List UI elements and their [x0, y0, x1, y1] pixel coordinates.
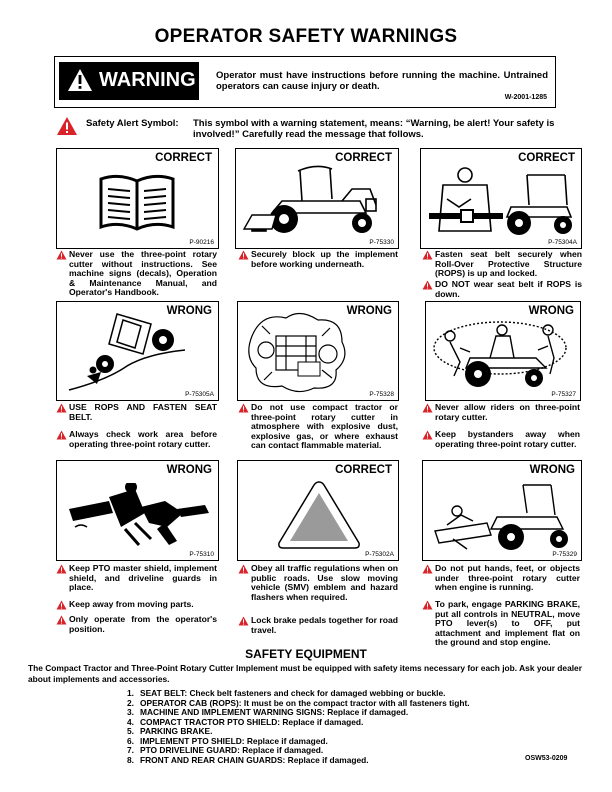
safety-alert-icon	[56, 564, 67, 574]
smv-emblem-icon	[276, 479, 362, 551]
caption-text: USE ROPS AND FASTEN SEAT BELT.	[69, 402, 217, 422]
panel-hands-under-cutter	[422, 460, 582, 561]
panel-verdict: CORRECT	[335, 152, 392, 164]
safety-alert-icon	[56, 250, 67, 260]
safety-alert-icon	[56, 615, 67, 625]
list-item	[127, 756, 470, 766]
panel-code: P-90216	[189, 239, 214, 246]
caption-text: Obey all traffic regulations when on public roads. Use slow moving vehicle (SMV) emblem and hazard flashers when required.	[251, 563, 398, 602]
caption-item	[422, 430, 580, 449]
pto-entanglement-icon	[65, 483, 213, 547]
caption-item	[238, 616, 398, 635]
safety-alert-icon	[422, 250, 433, 260]
panel-code: P-75329	[552, 551, 577, 558]
caption-text: Only operate from the operator's position.	[69, 614, 217, 634]
caption-item	[56, 430, 217, 449]
panel-seat-belt	[420, 148, 582, 249]
panel-code: P-75305A	[185, 391, 214, 398]
item-number: 2.	[127, 697, 134, 708]
safety-alert-icon	[238, 616, 249, 626]
panel-verdict: WRONG	[166, 305, 212, 317]
safety-alert-icon	[422, 403, 433, 413]
safety-alert-text: This symbol with a warning statement, means: “Warning, be alert! Your safety is involved!” Carefully read the message that follows.	[193, 118, 555, 140]
panel-explosive-atmosphere	[237, 301, 399, 401]
caption-text: Securely block up the implement before working underneath.	[251, 249, 398, 269]
panel-verdict: CORRECT	[155, 152, 212, 164]
caption-item	[238, 403, 398, 451]
caption-text: Keep PTO master shield, implement shield, and driveline guards in place.	[69, 563, 217, 593]
document-code: OSW53-0209	[525, 755, 568, 762]
caption-item	[56, 250, 217, 298]
caption-text: Do not put hands, feet, or objects under three-point rotary cutter when engine is running.	[435, 563, 580, 593]
panel-verdict: WRONG	[529, 464, 575, 476]
safety-alert-icon	[422, 280, 433, 290]
safety-alert-icon	[238, 250, 249, 260]
item-number: 1.	[127, 688, 134, 698]
panel-read-manual	[56, 148, 219, 249]
tractor-rollover-icon	[67, 310, 187, 394]
safety-alert-icon	[56, 430, 67, 440]
caption-text: DO NOT wear seat belt if ROPS is down.	[435, 279, 582, 299]
caption-text: Fasten seat belt securely when Roll-Over Protective Structure (ROPS) is up and locked.	[435, 249, 582, 279]
safety-alert-icon	[422, 430, 433, 440]
caption-item	[422, 564, 580, 593]
item-number: 5.	[127, 726, 134, 736]
caption-text: Never use the three-point rotary cutter without instructions. See machine signs (decals), Operation & Maintenance Manual, and Operator's Handbook.	[69, 249, 217, 298]
panel-verdict: CORRECT	[518, 152, 575, 164]
caption-item	[56, 615, 217, 634]
explosion-engine-icon	[242, 306, 352, 396]
warning-code: W-2001-1285	[504, 94, 547, 101]
panel-verdict: WRONG	[346, 305, 392, 317]
panel-code: P-75327	[551, 391, 576, 398]
panel-pto-entanglement	[56, 460, 219, 561]
caption-item	[422, 250, 582, 279]
item-text: MACHINE AND IMPLEMENT WARNING SIGNS: Replace if damaged.	[140, 707, 409, 717]
item-text: SEAT BELT: Check belt fasteners and check for damaged webbing or buckle.	[140, 688, 446, 698]
panel-code: P-75304A	[548, 239, 577, 246]
item-text: PTO DRIVELINE GUARD: Replace if damaged.	[140, 745, 324, 755]
item-number: 7.	[127, 745, 134, 755]
safety-alert-icon	[56, 600, 67, 610]
warning-message: Operator must have instructions before running the machine. Untrained operators can cause injury or death.	[216, 70, 548, 92]
caption-text: Do not use compact tractor or three-point rotary cutter in atmosphere with explosive dust, explosive gas, or where exhaust can contact flammable material.	[251, 402, 398, 451]
caption-item	[56, 564, 217, 593]
safety-alert-icon	[238, 403, 249, 413]
safety-equipment-list	[127, 689, 470, 765]
safety-alert-icon	[56, 403, 67, 413]
caption-item	[56, 600, 217, 610]
caption-text: Keep away from moving parts.	[69, 599, 194, 609]
caption-item	[238, 250, 398, 269]
manual-book-icon	[97, 169, 177, 233]
warning-triangle-icon	[67, 68, 93, 92]
safety-alert-icon	[56, 116, 78, 136]
item-text: FRONT AND REAR CHAIN GUARDS: Replace if damaged.	[140, 754, 369, 765]
safety-equipment-title: SAFETY EQUIPMENT	[245, 647, 367, 661]
safety-alert-icon	[422, 600, 433, 610]
safety-alert-icon	[422, 564, 433, 574]
item-number: 8.	[127, 754, 134, 765]
caption-item	[422, 280, 582, 299]
warning-box	[54, 56, 556, 108]
caption-text: Lock brake pedals together for road travel.	[251, 615, 398, 635]
seat-belt-rops-icon	[427, 165, 577, 239]
warning-badge-label: WARNING	[99, 69, 196, 91]
panel-verdict: WRONG	[528, 305, 574, 317]
safety-alert-label: Safety Alert Symbol:	[86, 118, 179, 129]
warning-badge	[59, 62, 199, 100]
caption-text: Keep bystanders away when operating three-point rotary cutter.	[435, 429, 580, 449]
caption-text: To park, engage PARKING BRAKE, put all controls in NEUTRAL, move PTO lever(s) to OFF, put attachment and implement flat on the ground and stop engine.	[435, 599, 580, 648]
panel-code: P-75302A	[365, 551, 394, 558]
caption-item	[238, 564, 398, 602]
page-title: OPERATOR SAFETY WARNINGS	[154, 26, 458, 47]
item-number: 6.	[127, 735, 134, 746]
item-text: OPERATOR CAB (ROPS): It must be on the compact tractor with all fasteners tight.	[140, 697, 470, 708]
panel-verdict: WRONG	[166, 464, 212, 476]
caption-text: Never allow riders on three-point rotary cutter.	[435, 402, 580, 422]
item-text: PARKING BRAKE.	[140, 726, 213, 736]
panel-smv-emblem	[237, 460, 399, 561]
tractor-blocked-icon	[242, 159, 392, 239]
panel-code: P-75330	[369, 239, 394, 246]
panel-code: P-75310	[189, 551, 214, 558]
item-number: 3.	[127, 707, 134, 717]
item-text: IMPLEMENT PTO SHIELD: Replace if damaged.	[140, 735, 328, 746]
panel-verdict: CORRECT	[335, 464, 392, 476]
safety-alert-icon	[238, 564, 249, 574]
item-number: 4.	[127, 716, 134, 727]
hands-under-cutter-icon	[427, 479, 573, 553]
panel-code: P-75328	[369, 391, 394, 398]
caption-item	[422, 403, 580, 422]
caption-text: Always check work area before operating three-point rotary cutter.	[69, 429, 217, 449]
panel-no-riders	[425, 301, 581, 401]
panel-block-implement	[235, 148, 399, 249]
safety-equipment-intro: The Compact Tractor and Three-Point Rotary Cutter Implement must be equipped with safety items necessary for each job. Ask your dealer about implements and accessories.	[28, 663, 582, 684]
panel-rollover	[56, 301, 219, 401]
tractor-riders-icon	[430, 318, 576, 392]
caption-item	[422, 600, 580, 648]
item-text: COMPACT TRACTOR PTO SHIELD: Replace if damaged.	[140, 716, 364, 727]
caption-item	[56, 403, 217, 422]
